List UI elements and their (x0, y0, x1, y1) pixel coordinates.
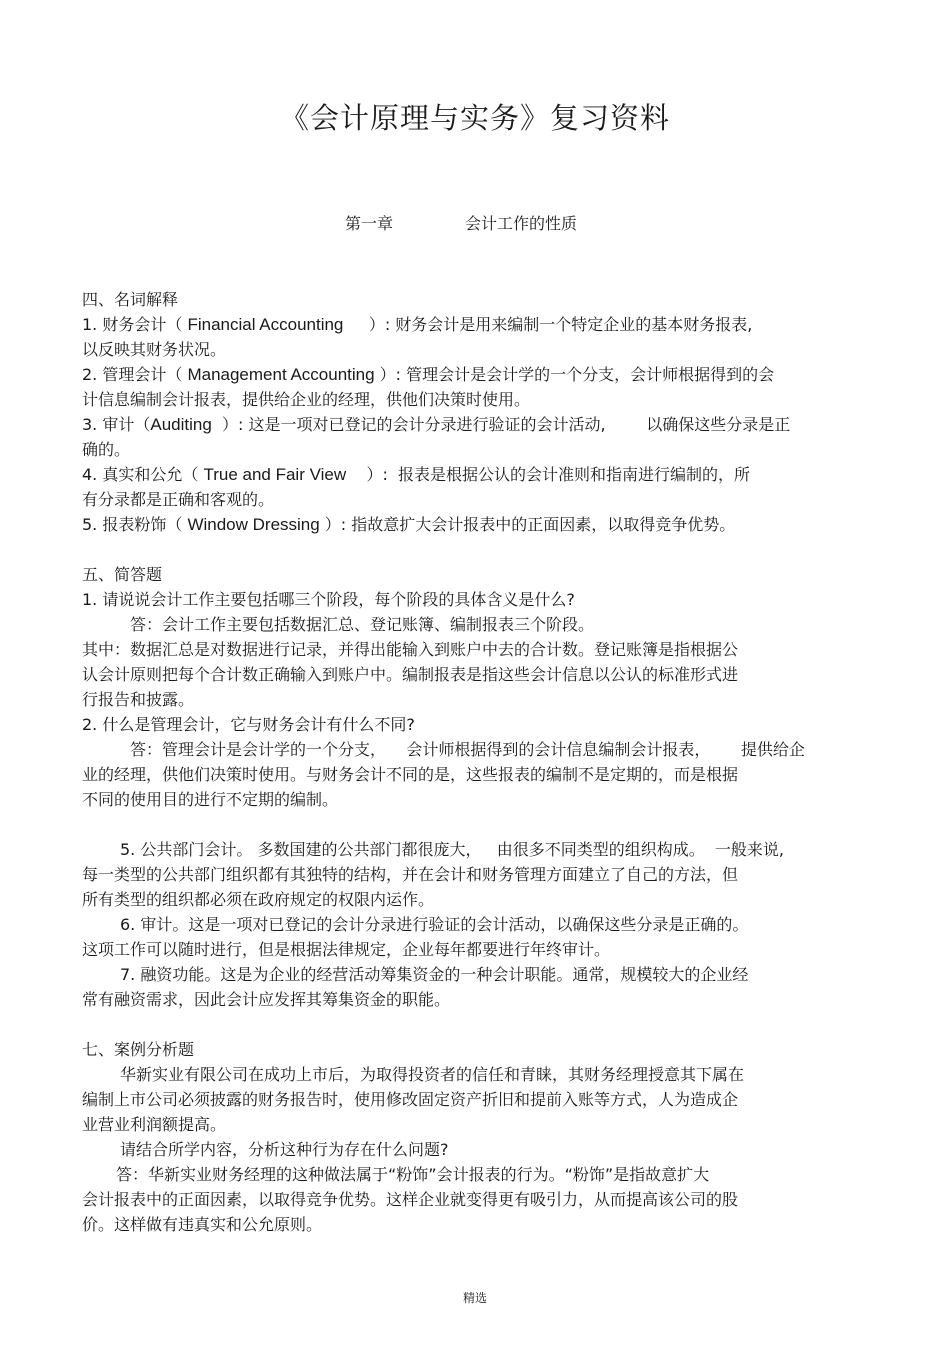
question-line: 2. 什么是管理会计，它与财务会计有什么不同? (82, 715, 415, 734)
paragraph-line: 每一类型的公共部门组织都有其独特的结构，并在会计和财务管理方面建立了自己的方法，但 (82, 865, 739, 884)
question-line: 1. 请说说会计工作主要包括哪三个阶段，每个阶段的具体含义是什么? (82, 590, 575, 609)
term-item-4: 4. 真实和公允（ True and Fair View ）: 报表是根据公认的会计准则和指南进行编制的，所 (82, 465, 751, 484)
answer-line: 其中：数据汇总是对数据进行记录，并得出能输入到账户中去的合计数。登记账簿是指根据公 (82, 640, 739, 659)
page-footer-label: 精选 (462, 1291, 487, 1305)
paragraph-line: 这项工作可以随时进行，但是根据法律规定，企业每年都要进行年终审计。 (82, 940, 611, 959)
answer-line: 答：会计工作主要包括数据汇总、登记账簿、编制报表三个阶段。 (130, 615, 595, 634)
term-item-1-cont: 以反映其财务状况。 (82, 340, 227, 359)
term-english: Management Accounting (187, 365, 375, 384)
term-english: Window Dressing (187, 515, 320, 534)
answer-line: 答：管理会计是会计学的一个分支， 会计师根据得到的会计信息编制会计报表， 提供给企 (130, 740, 805, 759)
term-item-1: 1. 财务会计（ Financial Accounting ）: 财务会计是用来编制一个特定企业的基本财务报表, (82, 315, 753, 334)
case-line: 编制上市公司必须披露的财务报告时，使用修改固定资产折旧和提前入账等方式，人为造成企 (82, 1090, 739, 1109)
case-answer-line: 会计报表中的正面因素，以取得竞争优势。这样企业就变得更有吸引力，从而提高该公司的股 (82, 1190, 739, 1209)
chapter-number: 第一章 (345, 214, 394, 233)
term-item-5: 5. 报表粉饰（ Window Dressing ）: 指故意扩大会计报表中的正面因素，以取得竞争优势。 (82, 515, 736, 534)
case-line: 业营业利润额提高。 (82, 1115, 227, 1134)
case-question-line: 请结合所学内容，分析这种行为存在什么问题? (120, 1140, 449, 1159)
term-item-2: 2. 管理会计（ Management Accounting ）: 管理会计是会计学的一个分支，会计师根据得到的会 (82, 365, 775, 384)
term-english: Auditing (150, 415, 212, 434)
section-heading-terms: 四、名词解释 (82, 290, 179, 309)
case-line: 华新实业有限公司在成功上市后，为取得投资者的信任和青睐，其财务经理授意其下属在 (120, 1065, 745, 1084)
chapter-name: 会计工作的性质 (465, 214, 578, 233)
term-item-3: 3. 审计（Auditing ）: 这是一项对已登记的会计分录进行验证的会计活动, 以确保这些分录是正 (82, 415, 791, 434)
paragraph-line: 所有类型的组织都必须在政府规定的权限内运作。 (82, 890, 435, 909)
term-item-2-cont: 计信息编制会计报表，提供给企业的经理，供他们决策时使用。 (82, 390, 531, 409)
answer-line: 认会计原则把每个合计数正确输入到账户中。编制报表是指这些会计信息以公认的标准形式进 (82, 665, 739, 684)
term-english: Financial Accounting (187, 315, 344, 334)
section-heading-case-study: 七、案例分析题 (82, 1040, 195, 1059)
paragraph-line: 6. 审计。这是一项对已登记的会计分录进行验证的会计活动，以确保这些分录是正确的。 (120, 915, 749, 934)
case-answer-line: 答：华新实业财务经理的这种做法属于“粉饰”会计报表的行为。“粉饰”是指故意扩大 (116, 1165, 710, 1184)
paragraph-line: 7. 融资功能。这是为企业的经营活动筹集资金的一种会计职能。通常，规模较大的企业经 (120, 965, 749, 984)
answer-line: 行报告和披露。 (82, 690, 195, 709)
document-title: 《会计原理与实务》复习资料 (279, 101, 670, 135)
paragraph-line: 常有融资需求，因此会计应发挥其筹集资金的职能。 (82, 990, 451, 1009)
answer-line: 不同的使用目的进行不定期的编制。 (82, 790, 339, 809)
paragraph-line: 5. 公共部门会计。 多数国建的公共部门都很庞大， 由很多不同类型的组织构成。 一般来说, (120, 840, 784, 859)
case-answer-line: 价。这样做有违真实和公允原则。 (82, 1215, 323, 1234)
section-heading-short-answer: 五、简答题 (82, 565, 163, 584)
term-item-3-cont: 确的。 (82, 440, 131, 459)
term-english: True and Fair View (203, 465, 347, 484)
term-item-4-cont: 有分录都是正确和客观的。 (82, 490, 275, 509)
answer-line: 业的经理，供他们决策时使用。与财务会计不同的是，这些报表的编制不是定期的，而是根据 (82, 765, 739, 784)
chapter-heading (345, 212, 577, 236)
